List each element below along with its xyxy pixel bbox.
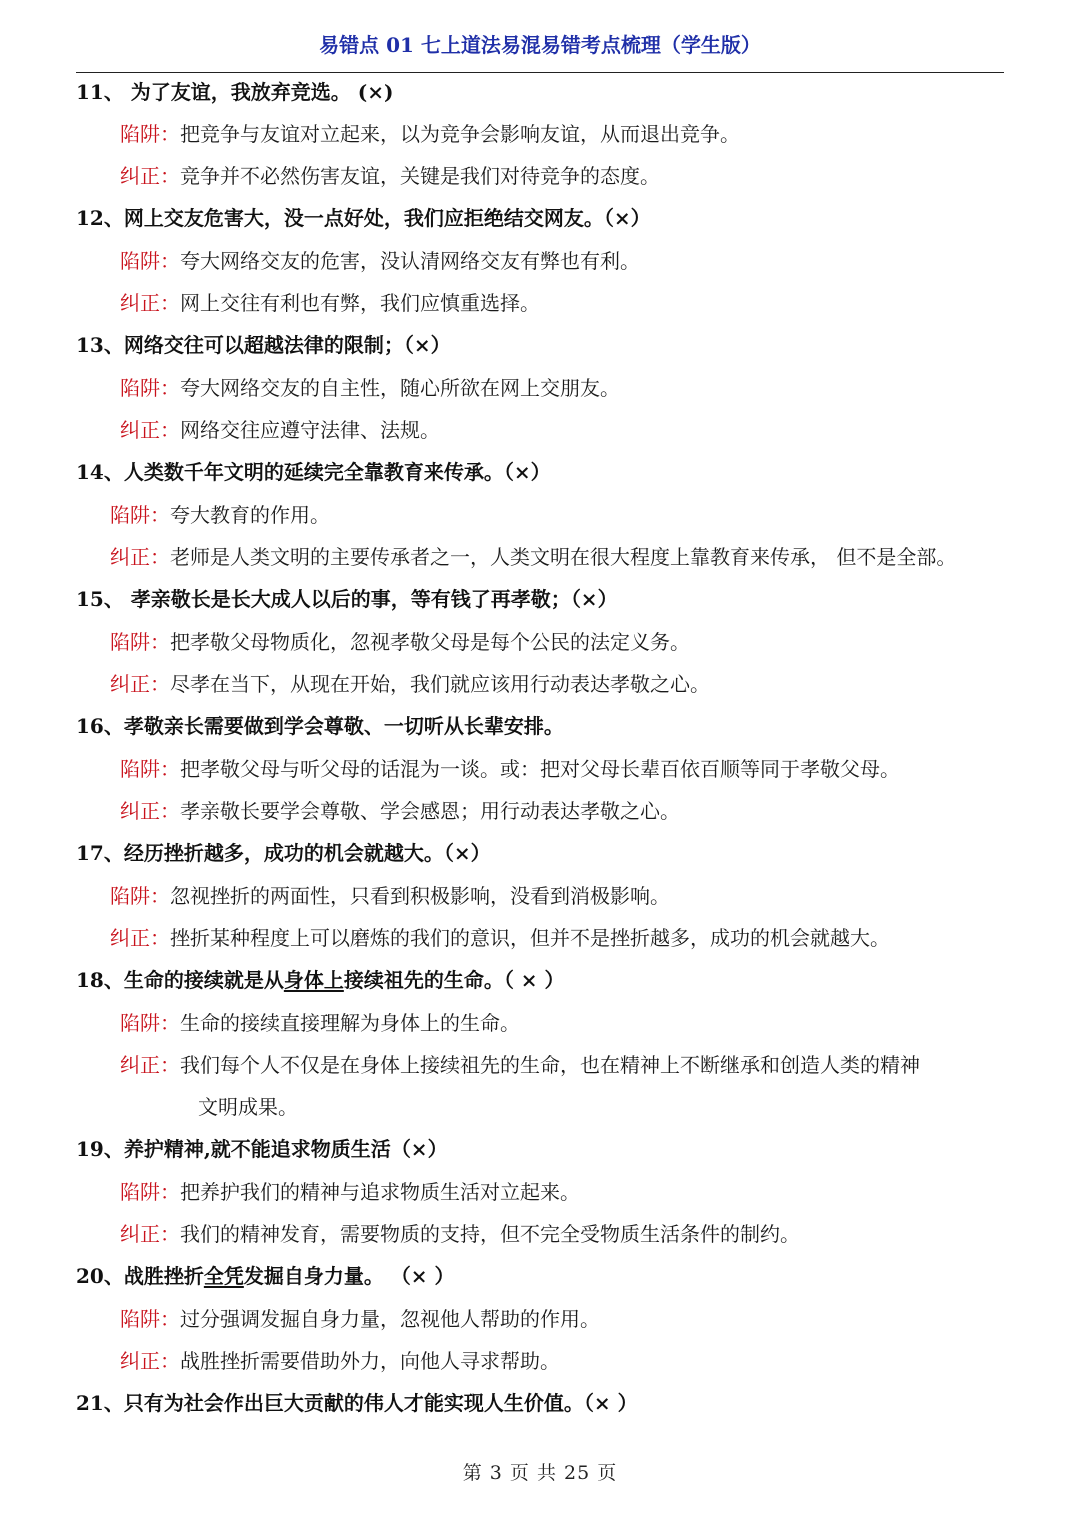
fix-text: 孝亲敬长要学会尊敬、学会感恩；用行动表达孝敬之心。 (180, 799, 680, 823)
fix-label: 纠正： (110, 545, 170, 569)
question-18 (76, 964, 565, 996)
fix-line (120, 287, 540, 319)
question-text: 生命的接续就是从 (123, 968, 284, 992)
fix-text: 我们的精神发育，需要物质的支持，但不完全受物质生活条件的制约。 (180, 1222, 800, 1246)
question-text: 孝亲敬长是长大成人以后的事，等有钱了再孝敬； (123, 587, 571, 611)
trap-label: 陷阱： (120, 1011, 180, 1035)
answer-mark: （ × ） (503, 968, 565, 992)
fix-text: 我们每个人不仅是在身体上接续祖先的生命，也在精神上不断继承和创造人类的精神 (180, 1053, 920, 1077)
fix-line-continued (198, 1091, 298, 1123)
question-number: 12、 (76, 206, 124, 230)
answer-mark: （×） (603, 206, 651, 230)
question-text: 经历挫折越多，成功的机会就越大。 (123, 841, 444, 865)
trap-line (120, 245, 640, 277)
underlined-text: 全凭 (203, 1264, 244, 1288)
trap-text: 把竞争与友谊对立起来，以为竞争会影响友谊，从而退出竞争。 (180, 122, 740, 146)
question-21 (76, 1387, 638, 1419)
fix-label: 纠正： (120, 1222, 180, 1246)
question-number: 18、 (76, 968, 124, 992)
answer-mark: （× ） (583, 1391, 638, 1415)
fix-text: 网络交往应遵守法律、法规。 (180, 418, 440, 442)
answer-mark: （×） (570, 587, 618, 611)
question-number: 14、 (76, 460, 124, 484)
fix-line (110, 668, 710, 700)
fix-text-continued: 文明成果。 (198, 1095, 298, 1119)
fix-text: 网上交往有利也有弊，我们应慎重选择。 (180, 291, 540, 315)
question-20 (76, 1260, 455, 1292)
trap-line (110, 880, 670, 912)
fix-text: 竞争并不必然伤害友谊，关键是我们对待竞争的态度。 (180, 164, 660, 188)
underlined-text: 身体上 (283, 968, 344, 992)
fix-text: 挫折某种程度上可以磨炼的我们的意识，但并不是挫折越多，成功的机会就越大。 (170, 926, 890, 950)
trap-line (120, 1007, 520, 1039)
question-12 (76, 202, 651, 234)
fix-line (120, 414, 440, 446)
question-text: 只有为社会作出巨大贡献的伟人才能实现人生价值。 (123, 1391, 584, 1415)
question-text: 网上交友危害大，没一点好处，我们应拒绝结交网友。 (123, 206, 604, 230)
fix-label: 纠正： (120, 418, 180, 442)
question-text: 养护精神,就不能追求物质生活 (123, 1137, 391, 1161)
answer-mark: （×） (390, 1137, 448, 1161)
trap-line (120, 1176, 580, 1208)
answer-mark: （×） (503, 460, 551, 484)
trap-text: 生命的接续直接理解为身体上的生命。 (180, 1011, 520, 1035)
fix-line (120, 1218, 800, 1250)
fix-line (110, 541, 956, 573)
fix-line (120, 795, 680, 827)
question-number: 21、 (76, 1391, 124, 1415)
question-text: 网络交往可以超越法律的限制； (123, 333, 404, 357)
question-text: 为了友谊，我放弃竞选。 (123, 80, 351, 104)
fix-line (120, 160, 660, 192)
trap-line (120, 1303, 600, 1335)
fix-label: 纠正： (110, 672, 170, 696)
fix-label: 纠正： (120, 799, 180, 823)
answer-mark: （×） (403, 333, 451, 357)
question-16 (76, 710, 564, 742)
trap-line (110, 499, 330, 531)
fix-line (120, 1049, 920, 1081)
trap-text: 夸大网络交友的危害，没认清网络交友有弊也有利。 (180, 249, 640, 273)
question-19 (76, 1133, 448, 1165)
question-14 (76, 456, 551, 488)
answer-mark: （× ） (383, 1264, 455, 1288)
question-text-tail: 发掘自身力量。 (243, 1264, 384, 1288)
trap-label: 陷阱： (110, 884, 170, 908)
question-number: 17、 (76, 841, 124, 865)
page-title: 易错点 01 七上道法易混易错考点梳理（学生版） (319, 33, 761, 57)
fix-label: 纠正： (110, 926, 170, 950)
trap-text: 把孝敬父母与听父母的话混为一谈。或：把对父母长辈百依百顺等同于孝敬父母。 (180, 757, 900, 781)
trap-label: 陷阱： (120, 1307, 180, 1331)
question-number: 16、 (76, 714, 124, 738)
page-footer: 第 3 页 共 25 页 (462, 1462, 618, 1484)
trap-line (120, 118, 740, 150)
trap-line (120, 753, 900, 785)
trap-label: 陷阱： (120, 1180, 180, 1204)
trap-label: 陷阱： (110, 630, 170, 654)
fix-label: 纠正： (120, 1349, 180, 1373)
question-15 (76, 583, 618, 615)
fix-text: 战胜挫折需要借助外力，向他人寻求帮助。 (180, 1349, 560, 1373)
question-number: 15、 (76, 587, 124, 611)
question-text-tail: 接续祖先的生命。 (343, 968, 504, 992)
trap-text: 过分强调发掘自身力量，忽视他人帮助的作用。 (180, 1307, 600, 1331)
trap-text: 夸大教育的作用。 (170, 503, 330, 527)
question-number: 11、 (76, 80, 124, 104)
fix-label: 纠正： (120, 291, 180, 315)
page-header (76, 30, 1004, 73)
trap-label: 陷阱： (120, 249, 180, 273)
trap-line (120, 372, 620, 404)
trap-text: 忽视挫折的两面性，只看到积极影响，没看到消极影响。 (170, 884, 670, 908)
trap-label: 陷阱： (120, 757, 180, 781)
trap-text: 把孝敬父母物质化，忽视孝敬父母是每个公民的法定义务。 (170, 630, 690, 654)
question-number: 19、 (76, 1137, 124, 1161)
fix-text: 老师是人类文明的主要传承者之一，人类文明在很大程度上靠教育来传承， 但不是全部。 (170, 545, 957, 569)
question-number: 20、 (76, 1264, 124, 1288)
trap-line (110, 626, 690, 658)
trap-label: 陷阱： (110, 503, 170, 527)
answer-mark: (×) (350, 80, 394, 104)
trap-text: 夸大网络交友的自主性，随心所欲在网上交朋友。 (180, 376, 620, 400)
question-text: 孝敬亲长需要做到学会尊敬、一切听从长辈安排。 (123, 714, 564, 738)
question-text: 人类数千年文明的延续完全靠教育来传承。 (123, 460, 504, 484)
question-text: 战胜挫折 (123, 1264, 204, 1288)
question-number: 13、 (76, 333, 124, 357)
fix-line (120, 1345, 560, 1377)
trap-label: 陷阱： (120, 122, 180, 146)
question-13 (76, 329, 451, 361)
trap-text: 把养护我们的精神与追求物质生活对立起来。 (180, 1180, 580, 1204)
fix-line (110, 922, 890, 954)
trap-label: 陷阱： (120, 376, 180, 400)
fix-label: 纠正： (120, 1053, 180, 1077)
question-11 (76, 76, 393, 108)
answer-mark: （×） (443, 841, 491, 865)
fix-label: 纠正： (120, 164, 180, 188)
question-17 (76, 837, 491, 869)
fix-text: 尽孝在当下，从现在开始，我们就应该用行动表达孝敬之心。 (170, 672, 710, 696)
